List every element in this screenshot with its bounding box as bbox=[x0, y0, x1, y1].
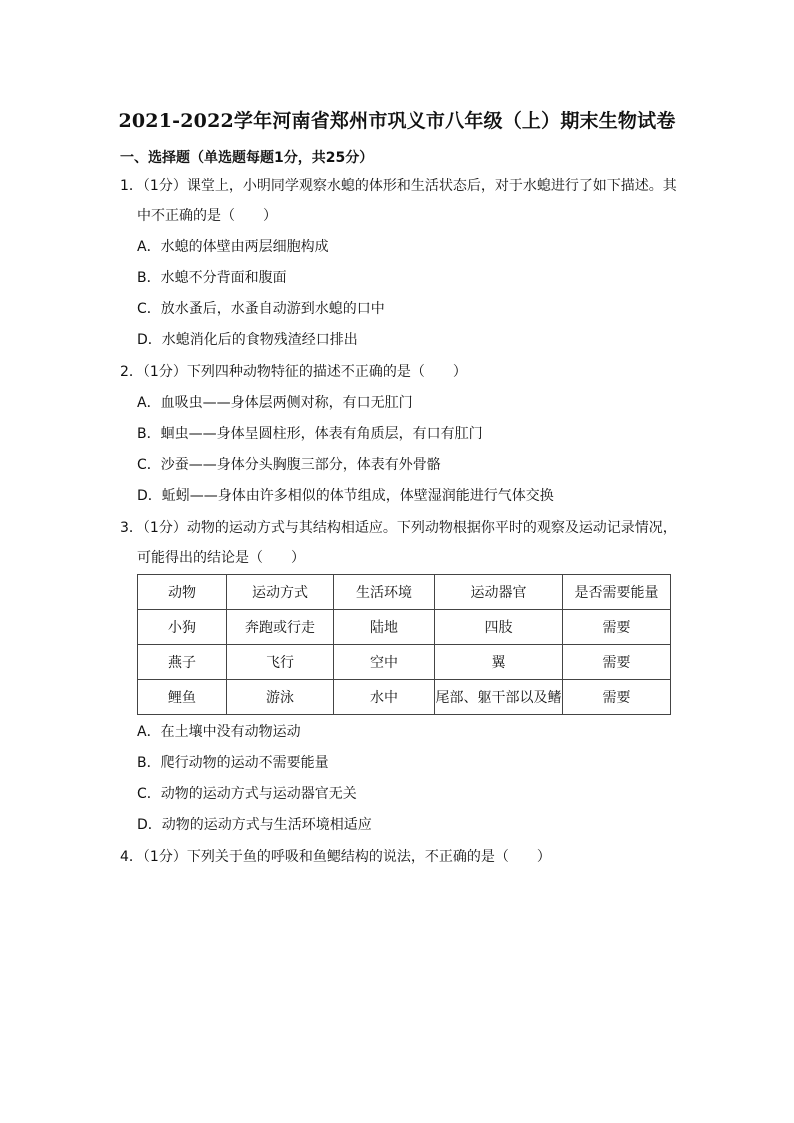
question-1-option-a: A．水螅的体壁由两层细胞构成 bbox=[137, 239, 329, 255]
question-2-option-b: B．蛔虫——身体呈圆柱形，体表有角质层，有口有肛门 bbox=[137, 426, 483, 442]
table-header-cell: 动物 bbox=[138, 575, 227, 610]
table-cell: 翼 bbox=[435, 645, 563, 680]
table-row bbox=[138, 610, 671, 645]
table-cell: 飞行 bbox=[227, 645, 334, 680]
question-3-stem-cont: 可能得出的结论是（ ） bbox=[137, 550, 305, 566]
table-cell: 小狗 bbox=[138, 610, 227, 645]
exam-title: 2021-2022学年河南省郑州市巩义市八年级（上）期末生物试卷 bbox=[118, 110, 676, 132]
question-3-option-c: C．动物的运动方式与运动器官无关 bbox=[137, 786, 357, 802]
table-cell: 陆地 bbox=[334, 610, 435, 645]
table-row bbox=[138, 645, 671, 680]
table-cell: 需要 bbox=[563, 680, 671, 715]
question-2-stem: 2．（1分）下列四种动物特征的描述不正确的是（ ） bbox=[120, 364, 467, 380]
section-heading: 一、选择题（单选题每题1分，共25分） bbox=[120, 150, 374, 166]
question-3-option-b: B．爬行动物的运动不需要能量 bbox=[137, 755, 329, 771]
question-1-option-b: B．水螅不分背面和腹面 bbox=[137, 270, 287, 286]
table-header-cell: 运动方式 bbox=[227, 575, 334, 610]
table-cell: 燕子 bbox=[138, 645, 227, 680]
question-1-option-d: D．水螅消化后的食物残渣经口排出 bbox=[137, 332, 358, 348]
table-cell: 需要 bbox=[563, 645, 671, 680]
table-header-row bbox=[138, 575, 671, 610]
table-cell: 鲤鱼 bbox=[138, 680, 227, 715]
table-cell: 水中 bbox=[334, 680, 435, 715]
question-1-stem-cont: 中不正确的是（ ） bbox=[137, 208, 277, 224]
question-3-option-a: A．在土壤中没有动物运动 bbox=[137, 724, 301, 740]
question-2-option-c: C．沙蚕——身体分头胸腹三部分，体表有外骨骼 bbox=[137, 457, 441, 473]
question-3-option-d: D．动物的运动方式与生活环境相适应 bbox=[137, 817, 372, 833]
table-cell: 尾部、躯干部以及鳍 bbox=[435, 680, 563, 715]
table-header-cell: 运动器官 bbox=[435, 575, 563, 610]
table-row bbox=[138, 680, 671, 715]
animal-movement-table bbox=[137, 574, 671, 715]
table-cell: 空中 bbox=[334, 645, 435, 680]
question-3-stem: 3．（1分）动物的运动方式与其结构相适应。下列动物根据你平时的观察及运动记录情况， bbox=[120, 520, 677, 536]
question-1-stem: 1．（1分）课堂上，小明同学观察水螅的体形和生活状态后，对于水螅进行了如下描述。其 bbox=[120, 178, 677, 194]
table-cell: 奔跑或行走 bbox=[227, 610, 334, 645]
question-2-option-d: D．蚯蚓——身体由许多相似的体节组成，体壁湿润能进行气体交换 bbox=[137, 488, 554, 504]
table-cell: 游泳 bbox=[227, 680, 334, 715]
question-4-stem: 4．（1分）下列关于鱼的呼吸和鱼鳃结构的说法，不正确的是（ ） bbox=[120, 849, 551, 865]
table-cell: 需要 bbox=[563, 610, 671, 645]
question-2-option-a: A．血吸虫——身体层两侧对称，有口无肛门 bbox=[137, 395, 413, 411]
table-header-cell: 是否需要能量 bbox=[563, 575, 671, 610]
table-header-cell: 生活环境 bbox=[334, 575, 435, 610]
question-1-option-c: C．放水蚤后，水蚤自动游到水螅的口中 bbox=[137, 301, 385, 317]
table-cell: 四肢 bbox=[435, 610, 563, 645]
